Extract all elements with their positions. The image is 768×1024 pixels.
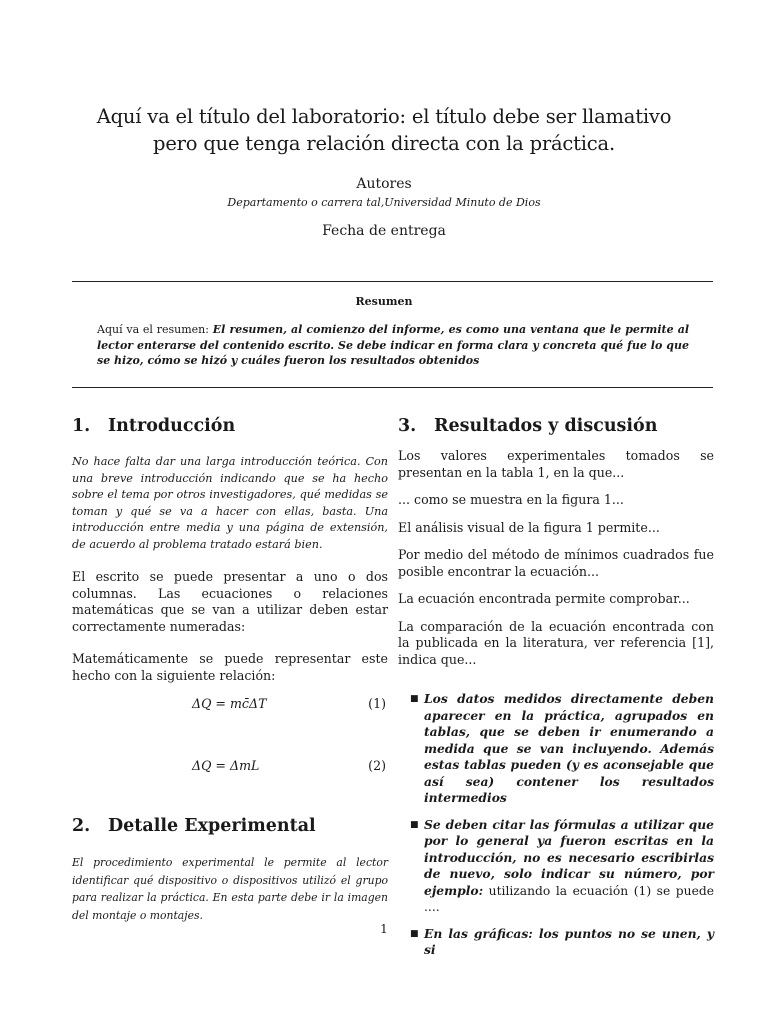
intro-paragraph-3: Matemáticamente se puede representar este hecho con la siguiente relación: <box>72 651 388 683</box>
section-heading-introduccion <box>72 414 388 438</box>
equation-2 <box>72 758 388 778</box>
list-item-bold: Se deben citar las fórmulas a utilizar que por lo general ya fueron escritas en la introducción, no es necesario escribirlas de nuevo, solo indicar su número, por ejemplo: <box>424 816 714 898</box>
results-paragraph-1: Los valores experimentales tomados se presentan en la tabla 1, en la que... <box>398 448 714 480</box>
equation-expression: ΔQ = mc̄ΔT <box>192 696 267 711</box>
paper-title: Aquí va el título del laboratorio: el título debe ser llamativo pero que tenga relación directa con la práctica. <box>96 105 672 155</box>
equation-number: (1) <box>368 696 386 711</box>
experimental-paragraph: El procedimiento experimental le permite al lector identificar qué dispositivo o dispositivos utilizó el grupo para realizar la práctica. En esta parte debe ir la imagen del montaje o montajes. <box>72 856 388 922</box>
bottom-divider <box>72 387 713 388</box>
bullet-icon: ■ <box>410 928 419 939</box>
results-paragraph-5: La ecuación encontrada permite comprobar... <box>398 591 690 606</box>
equation-expression: ΔQ = ΔmL <box>192 758 260 773</box>
right-column <box>398 414 714 959</box>
section-title: Detalle Experimental <box>108 816 316 836</box>
section-number: 1. <box>72 416 91 436</box>
section-number: 3. <box>398 416 417 436</box>
bullet-icon: ■ <box>410 819 419 830</box>
submission-date: Fecha de entrega <box>322 223 446 239</box>
abstract-body <box>97 322 689 369</box>
authors: Autores <box>356 176 412 192</box>
results-paragraph-4: Por medio del método de mínimos cuadrados fue posible encontrar la ecuación... <box>398 547 714 579</box>
left-column <box>72 414 388 924</box>
list-item-bold: En las gráficas: los puntos no se unen, y si <box>424 925 714 957</box>
results-paragraph-3: El análisis visual de la figura 1 permite... <box>398 519 660 535</box>
bullet-icon: ■ <box>410 694 419 704</box>
abstract-text: El resumen, al comienzo del informe, es como una ventana que le permite al lector enterarse del contenido escrito. Se debe indicar en forma clara y concreta qué fue lo que se hizo, cómo se hizó y cuáles fueron los resultados obtenidos <box>97 323 690 367</box>
section-heading-resultados <box>398 414 714 438</box>
page-number: 1 <box>380 922 388 936</box>
intro-paragraph-1: No hace falta dar una larga introducción teórica. Con una breve introducción indicando que se ha hecho sobre el tema por otros investigadores, qué medidas se toman y qué se va a hacer con ellas, basta. Una introducción entre media y una página de extensión, de acuerdo al problema tratado estará bien. <box>72 455 388 551</box>
equation-number: (2) <box>368 758 386 773</box>
list-item <box>398 817 714 916</box>
section-title: Introducción <box>108 416 236 436</box>
top-divider <box>72 281 713 282</box>
abstract-lead: Aquí va el resumen: <box>97 323 213 336</box>
section-heading-detalle-experimental <box>72 814 388 838</box>
affiliation: Departamento o carrera tal,Universidad Minuto de Dios <box>227 196 541 209</box>
results-bullet-list <box>398 691 714 959</box>
results-paragraph-2: ... como se muestra en la figura 1... <box>398 492 624 507</box>
results-paragraph-6: La comparación de la ecuación encontrada con la publicada en la literatura, ver referencia [1], indica que... <box>398 618 714 667</box>
section-title: Resultados y discusión <box>434 416 658 436</box>
list-item-plain: utilizando la ecuación (1) se puede .... <box>424 883 714 914</box>
equation-1 <box>72 696 388 716</box>
list-item <box>398 691 714 807</box>
list-item-bold: Los datos medidos directamente deben aparecer en la práctica, agrupados en tablas, que se deben ir enumerando a medida que se van incluyendo. Además estas tablas pueden (y es aconsejable que así sea) contener los resultados intermedios <box>424 691 714 805</box>
intro-paragraph-2: El escrito se puede presentar a uno o dos columnas. Las ecuaciones o relaciones matemáticas que se van a utilizar deben estar correctamente numeradas: <box>72 569 388 634</box>
abstract-heading: Resumen <box>355 295 413 308</box>
section-number: 2. <box>72 816 91 836</box>
